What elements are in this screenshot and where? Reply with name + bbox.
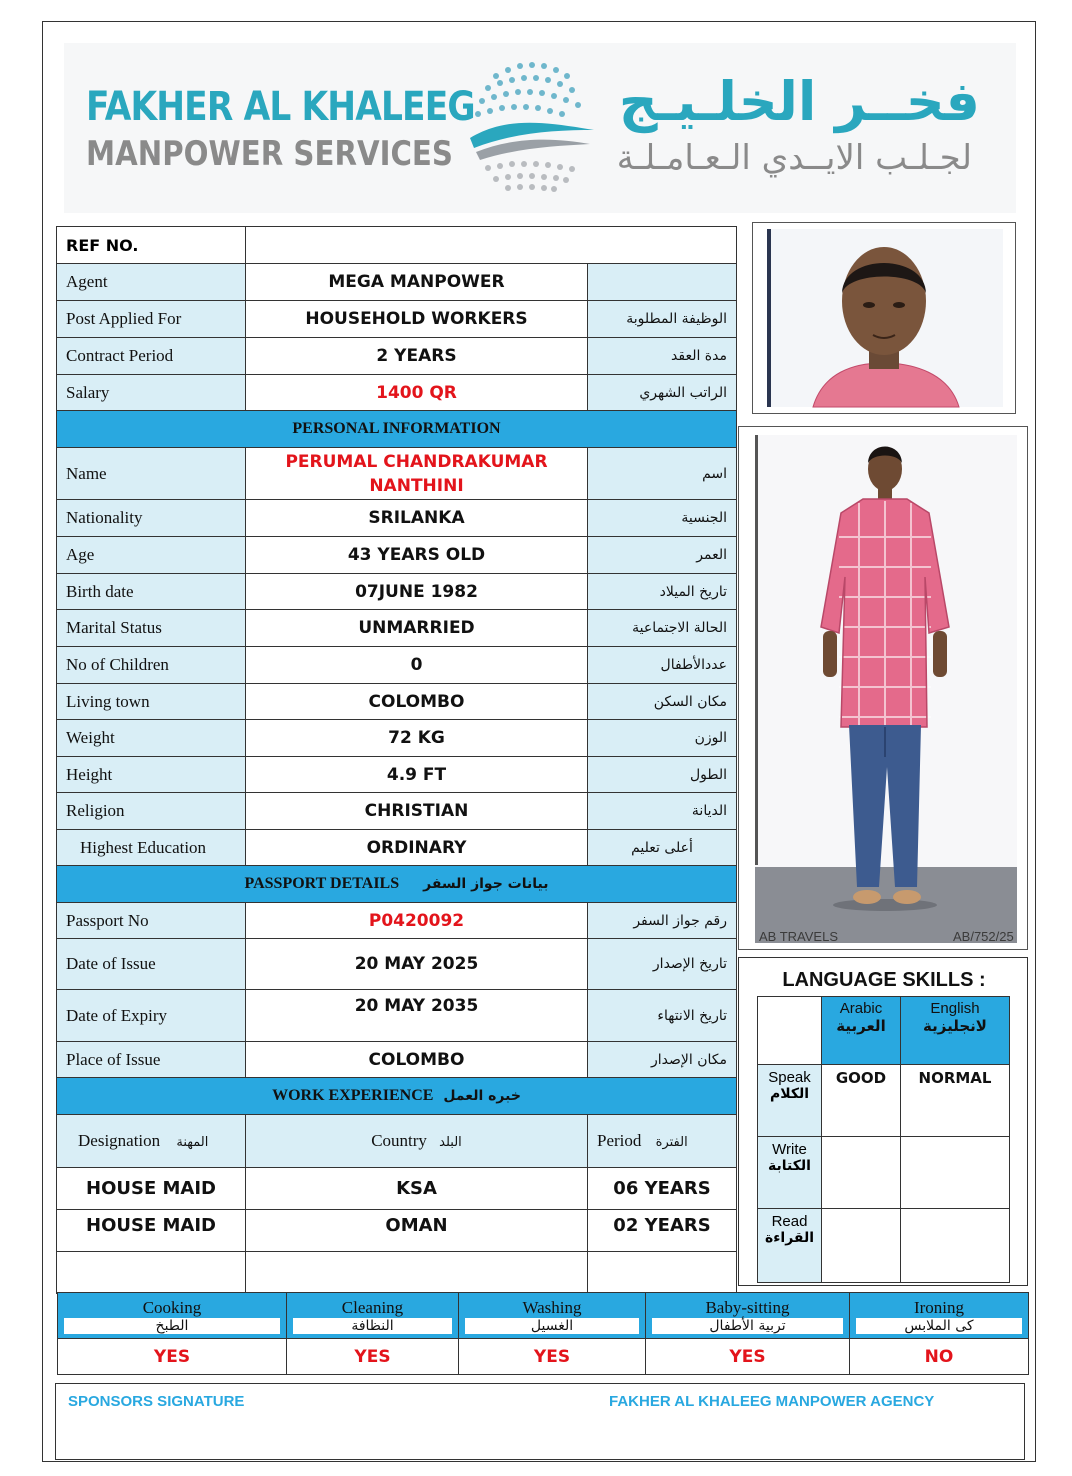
speak-row-label — [758, 1065, 822, 1137]
personal-row — [57, 537, 737, 574]
religion-value: CHRISTIAN — [246, 793, 588, 830]
read-arabic-value — [822, 1209, 901, 1283]
personal-section-title: PERSONAL INFORMATION — [57, 411, 737, 448]
agent-label: Agent — [57, 264, 246, 301]
name-label: Name — [57, 448, 246, 500]
salary-row — [57, 375, 737, 411]
logo-subtext-english: MANPOWER SERVICES — [86, 134, 453, 174]
country-header-ar: البلد — [439, 1135, 462, 1150]
education-value: ORDINARY — [246, 830, 588, 866]
read-english-value — [901, 1209, 1010, 1283]
logo-text-english: FAKHER AL KHALEEG — [86, 84, 475, 130]
work-row-empty — [57, 1252, 737, 1294]
weight-value: 72 KG — [246, 720, 588, 757]
logo-text-arabic: فخــر الخلـيـج — [618, 70, 980, 133]
children-label-ar: عددالأطفال — [588, 647, 737, 684]
skill-babysitting-label-ar: تربية الأطفال — [652, 1318, 843, 1334]
issue-date-label: Date of Issue — [57, 939, 246, 990]
english-column-header — [901, 997, 1010, 1065]
work-designation: HOUSE MAID — [57, 1168, 246, 1210]
passport-no-label-ar: رقم جواز السفر — [588, 903, 737, 939]
expiry-date-label: Date of Expiry — [57, 990, 246, 1042]
write-arabic-value — [822, 1137, 901, 1209]
contract-value: 2 YEARS — [246, 338, 588, 375]
contract-label: Contract Period — [57, 338, 246, 375]
language-skills-table — [757, 996, 1010, 1283]
skills-header-row — [58, 1293, 1029, 1339]
country-header-en: Country — [371, 1131, 427, 1150]
work-country: KSA — [246, 1168, 588, 1210]
living-town-value: COLOMBO — [246, 684, 588, 720]
designation-header-ar: المهنة — [176, 1135, 209, 1150]
skills-value-row — [58, 1339, 1029, 1375]
read-row-label — [758, 1209, 822, 1283]
name-label-ar: اسم — [588, 448, 737, 500]
contract-label-ar: مدة العقد — [588, 338, 737, 375]
work-empty-cell — [588, 1252, 737, 1294]
passport-no-label: Passport No — [57, 903, 246, 939]
personal-row — [57, 574, 737, 610]
weight-label-ar: الوزن — [588, 720, 737, 757]
height-value: 4.9 FT — [246, 757, 588, 793]
ref-row — [57, 227, 737, 264]
period-column-header — [588, 1115, 737, 1168]
living-town-label-ar: مكان السكن — [588, 684, 737, 720]
name-value — [246, 448, 588, 500]
skill-washing-header — [459, 1293, 646, 1339]
english-header-ar: لانجليزية — [923, 1017, 987, 1035]
skill-ironing-value: NO — [850, 1339, 1029, 1375]
issue-date-value: 20 MAY 2025 — [246, 939, 588, 990]
skill-cleaning-label: Cleaning — [341, 1298, 404, 1317]
arabic-header-en: Arabic — [839, 1000, 883, 1017]
arabic-column-header — [822, 997, 901, 1065]
personal-header-row — [57, 411, 737, 448]
age-label: Age — [57, 537, 246, 574]
passport-photo-frame — [752, 222, 1016, 414]
passport-title-en: PASSPORT DETAILS — [244, 875, 400, 892]
work-title-ar: خبره العمل — [443, 1088, 521, 1104]
agent-row — [57, 264, 737, 301]
skill-babysitting-header — [646, 1293, 850, 1339]
height-label-ar: الطول — [588, 757, 737, 793]
speak-english-value: NORMAL — [901, 1065, 1010, 1137]
education-label: Highest Education — [57, 830, 246, 866]
personal-row — [57, 793, 737, 830]
ref-value — [246, 227, 737, 264]
country-column-header — [246, 1115, 588, 1168]
marital-status-value: UNMARRIED — [246, 610, 588, 647]
post-label-ar: الوظيفة المطلوبة — [588, 301, 737, 338]
speak-arabic-value: GOOD — [822, 1065, 901, 1137]
expiry-date-value: 20 MAY 2035 — [246, 990, 588, 1042]
work-row — [57, 1168, 737, 1210]
personal-row — [57, 684, 737, 720]
period-header-ar: الفترة — [655, 1135, 688, 1150]
children-value: 0 — [246, 647, 588, 684]
skill-washing-label: Washing — [522, 1298, 582, 1317]
skill-cooking-label-ar: الطبخ — [64, 1318, 280, 1334]
passport-row — [57, 990, 737, 1042]
skill-cooking-label: Cooking — [142, 1298, 202, 1317]
place-of-issue-label-ar: مكان الإصدار — [588, 1042, 737, 1078]
name-row — [57, 448, 737, 500]
speak-label-en: Speak — [768, 1069, 811, 1086]
education-label-ar: أعلى تعليم — [588, 830, 737, 866]
designation-header-en: Designation — [78, 1131, 161, 1150]
logo-subtext-arabic: لجـلـب الايــدي الـعـامـلـة — [616, 138, 972, 178]
read-label-en: Read — [771, 1213, 808, 1230]
personal-row — [57, 830, 737, 866]
language-skills-title: LANGUAGE SKILLS : — [782, 969, 986, 991]
work-country: OMAN — [246, 1210, 588, 1252]
marital-status-label-ar: الحالة الاجتماعية — [588, 610, 737, 647]
birth-date-label-ar: تاريخ الميلاد — [588, 574, 737, 610]
sponsor-signature-label: SPONSORS SIGNATURE — [68, 1393, 245, 1410]
passport-title-ar: بيانات جواز السفر — [423, 876, 549, 892]
work-section-title — [57, 1078, 737, 1115]
living-town-label: Living town — [57, 684, 246, 720]
marital-status-label: Marital Status — [57, 610, 246, 647]
nationality-value: SRILANKA — [246, 500, 588, 537]
read-label-ar: القراءة — [764, 1230, 815, 1246]
skill-washing-value: YES — [459, 1339, 646, 1375]
english-header-en: English — [930, 1000, 980, 1017]
logo-emblem-icon — [466, 56, 598, 194]
age-value: 43 YEARS OLD — [246, 537, 588, 574]
skill-cleaning-value: YES — [287, 1339, 459, 1375]
ref-label: REF NO. — [57, 227, 246, 264]
skill-cleaning-header — [287, 1293, 459, 1339]
designation-column-header — [57, 1115, 246, 1168]
work-empty-cell — [246, 1252, 588, 1294]
passport-header-row — [57, 866, 737, 903]
passport-row — [57, 1042, 737, 1078]
place-of-issue-value: COLOMBO — [246, 1042, 588, 1078]
agency-signature-label: FAKHER AL KHALEEG MANPOWER AGENCY — [609, 1393, 935, 1410]
passport-section-title — [57, 866, 737, 903]
post-value: HOUSEHOLD WORKERS — [246, 301, 588, 338]
photo-caption-left: AB TRAVELS — [759, 929, 838, 944]
write-row-label — [758, 1137, 822, 1209]
speak-label-ar: الكلام — [769, 1086, 810, 1102]
nationality-label: Nationality — [57, 500, 246, 537]
passport-row — [57, 939, 737, 990]
skill-cooking-value: YES — [58, 1339, 287, 1375]
write-label-en: Write — [772, 1141, 807, 1158]
photo-caption-right: AB/752/25 — [953, 929, 1014, 944]
salary-value: 1400 QR — [246, 375, 588, 411]
full-photo-frame — [738, 426, 1028, 950]
post-row — [57, 301, 737, 338]
skill-ironing-header — [850, 1293, 1029, 1339]
weight-label: Weight — [57, 720, 246, 757]
passport-photo — [753, 223, 1015, 413]
passport-no-value: P0420092 — [246, 903, 588, 939]
skill-cleaning-label-ar: النظافة — [293, 1318, 452, 1334]
cv-main-table — [56, 226, 737, 1294]
skills-table — [57, 1292, 1029, 1375]
children-label: No of Children — [57, 647, 246, 684]
skill-babysitting-label: Baby-sitting — [705, 1298, 790, 1317]
salary-label-ar: الراتب الشهري — [588, 375, 737, 411]
work-empty-cell — [57, 1252, 246, 1294]
personal-row — [57, 720, 737, 757]
personal-row — [57, 610, 737, 647]
language-corner-cell — [758, 997, 822, 1065]
work-designation: HOUSE MAID — [57, 1210, 246, 1252]
personal-row — [57, 500, 737, 537]
write-label-ar: الكتابة — [768, 1158, 811, 1174]
name-value-line1: PERUMAL CHANDRAKUMAR — [285, 451, 548, 472]
period-header-en: Period — [597, 1131, 642, 1150]
write-english-value — [901, 1137, 1010, 1209]
work-header-row — [57, 1078, 737, 1115]
agent-label-ar — [588, 264, 737, 301]
agent-value: MEGA MANPOWER — [246, 264, 588, 301]
work-title-en: WORK EXPERIENCE — [272, 1087, 434, 1104]
religion-label: Religion — [57, 793, 246, 830]
personal-row — [57, 647, 737, 684]
birth-date-value: 07JUNE 1982 — [246, 574, 588, 610]
nationality-label-ar: الجنسية — [588, 500, 737, 537]
name-value-line2: NANTHINI — [369, 475, 464, 496]
skill-cooking-header — [58, 1293, 287, 1339]
work-row — [57, 1210, 737, 1252]
work-period: 02 YEARS — [588, 1210, 737, 1252]
skill-babysitting-value: YES — [646, 1339, 850, 1375]
religion-label-ar: الديانة — [588, 793, 737, 830]
full-length-photo — [739, 427, 1027, 949]
salary-label: Salary — [57, 375, 246, 411]
arabic-header-ar: العربية — [836, 1017, 886, 1035]
passport-row — [57, 903, 737, 939]
skill-ironing-label: Ironing — [913, 1298, 965, 1317]
work-columns-row — [57, 1115, 737, 1168]
expiry-date-label-ar: تاريخ الانتهاء — [588, 990, 737, 1042]
personal-row — [57, 757, 737, 793]
contract-row — [57, 338, 737, 375]
place-of-issue-label: Place of Issue — [57, 1042, 246, 1078]
post-label: Post Applied For — [57, 301, 246, 338]
skill-washing-label-ar: الغسيل — [465, 1318, 639, 1334]
skill-ironing-label-ar: كى الملابس — [856, 1318, 1022, 1334]
issue-date-label-ar: تاريخ الإصدار — [588, 939, 737, 990]
age-label-ar: العمر — [588, 537, 737, 574]
height-label: Height — [57, 757, 246, 793]
work-period: 06 YEARS — [588, 1168, 737, 1210]
birth-date-label: Birth date — [57, 574, 246, 610]
